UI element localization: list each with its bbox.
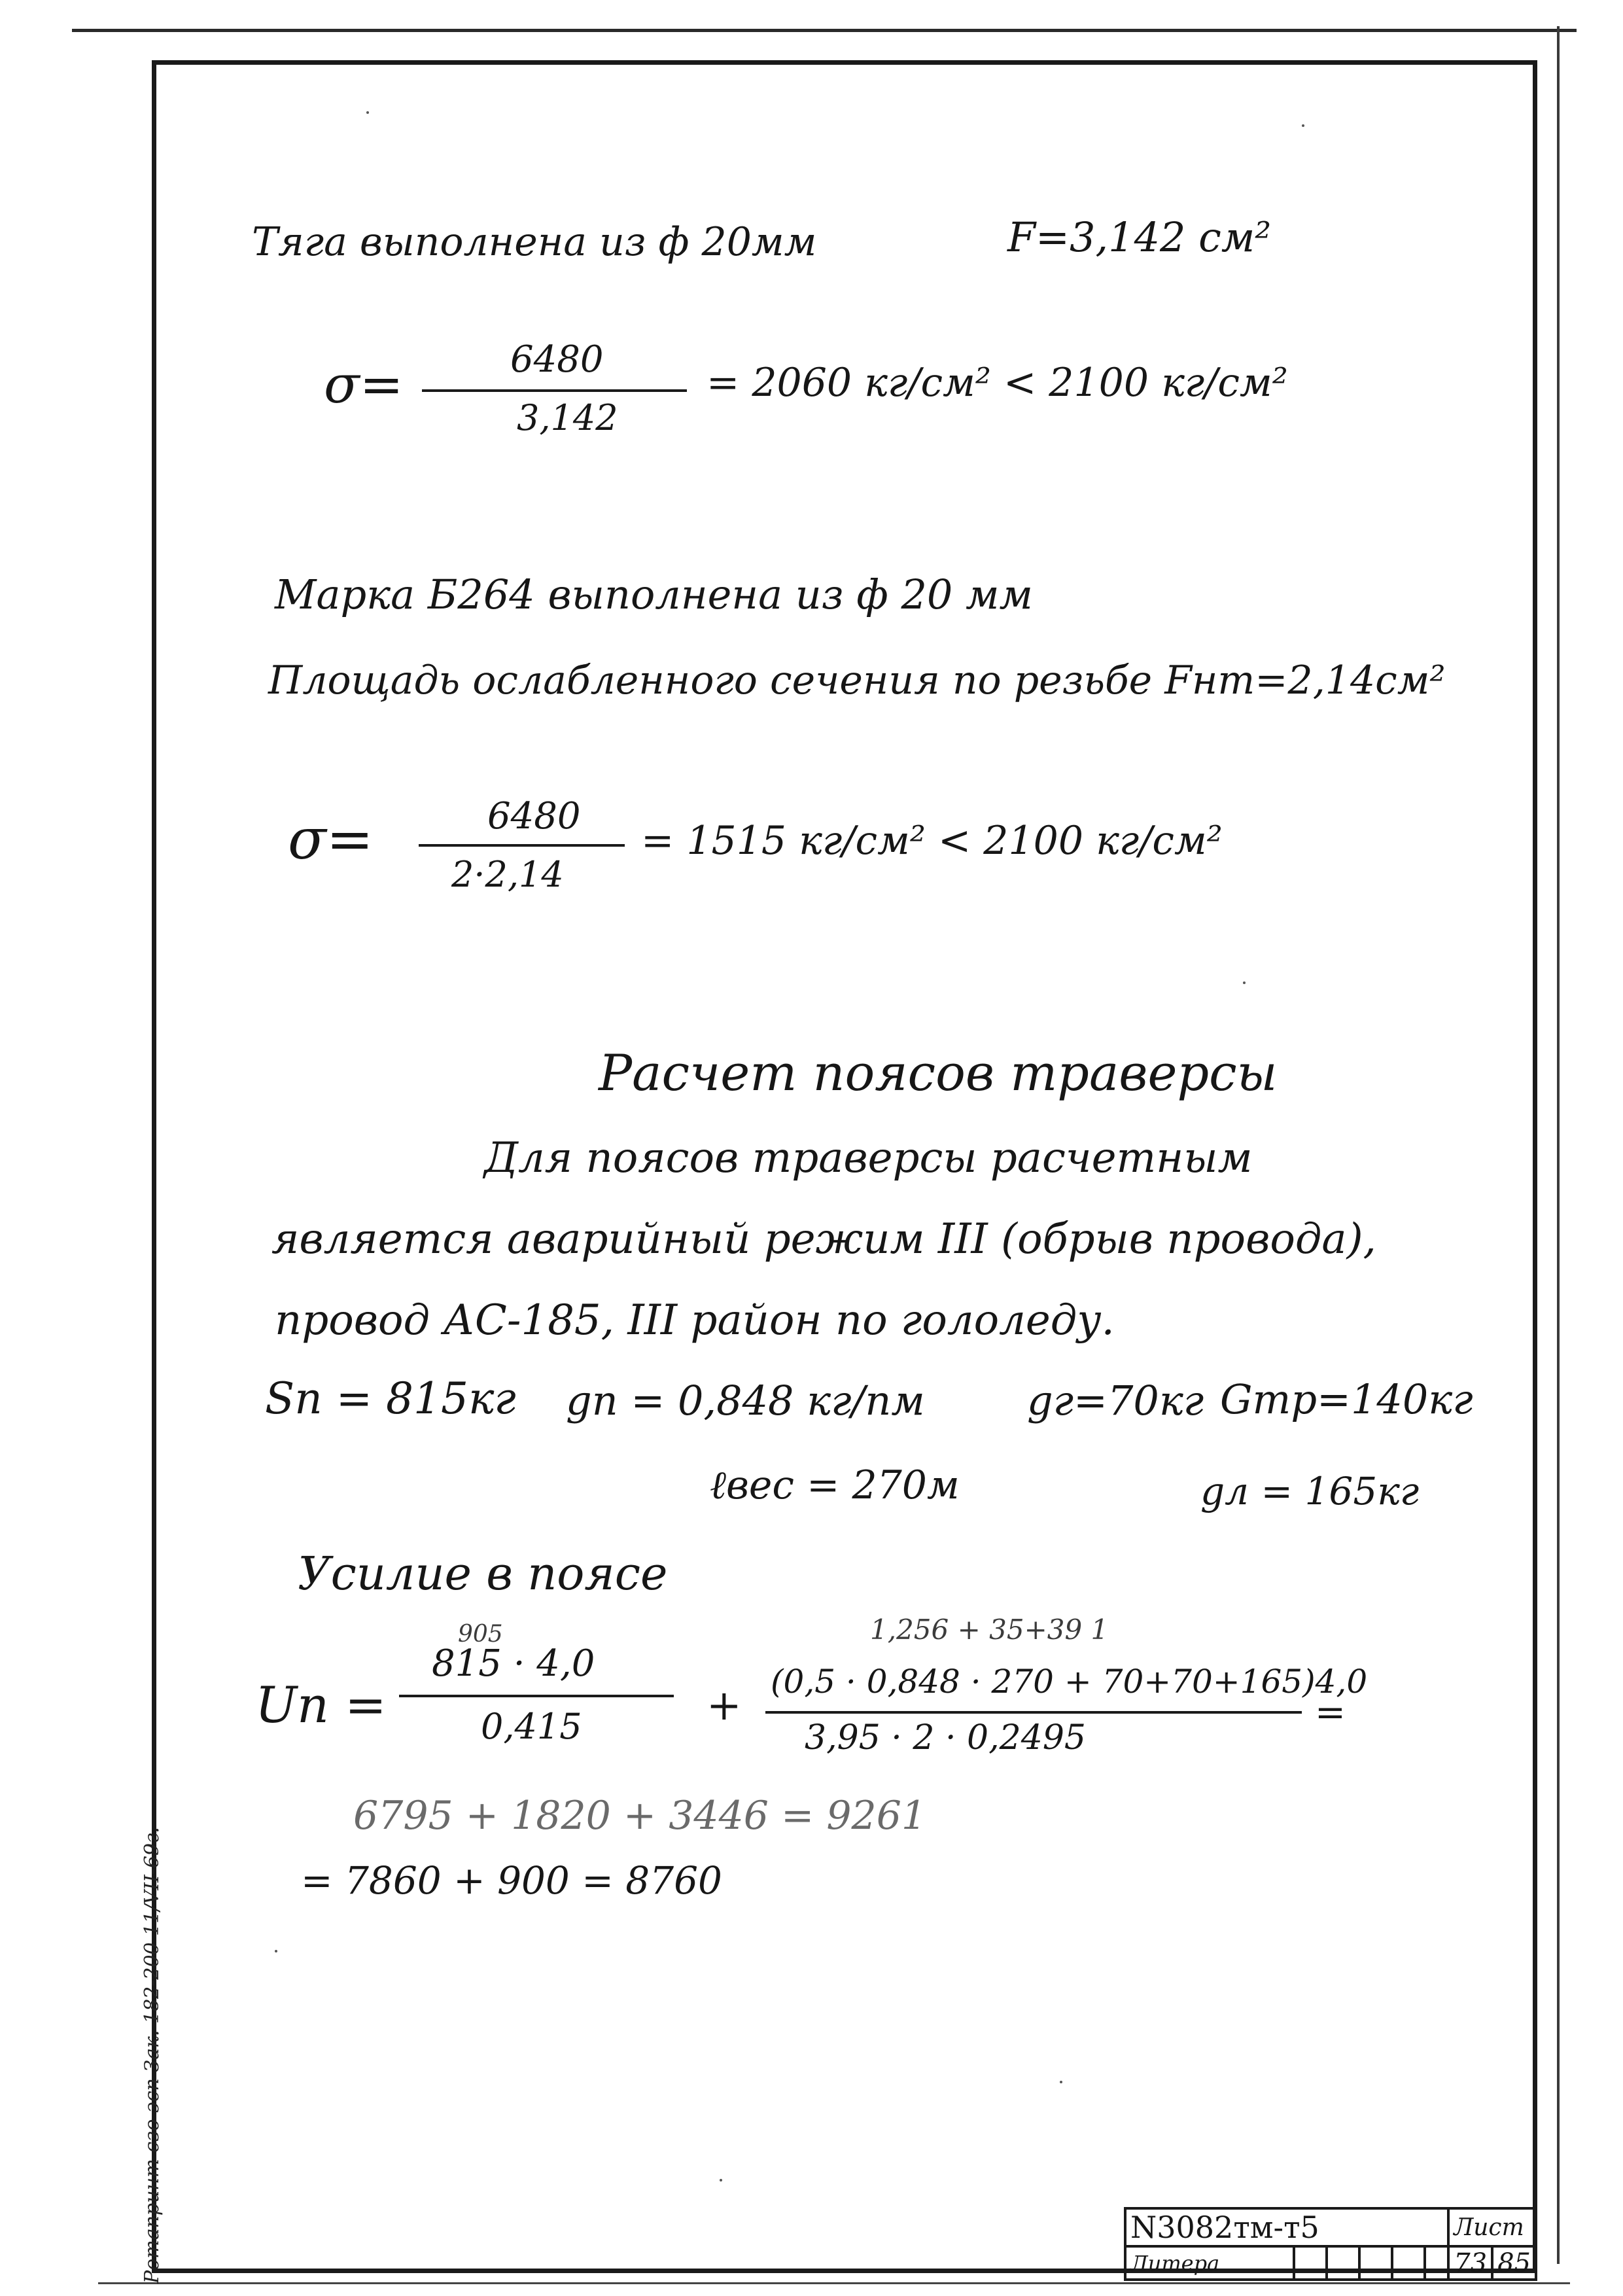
title-block-table	[1124, 2207, 1537, 2281]
sheet-label-cell	[1448, 2208, 1536, 2246]
total-sheets: 85	[1497, 2248, 1531, 2278]
section-heading: Расчет поясов траверсы	[599, 1044, 1278, 1102]
total-sheets-cell	[1492, 2246, 1536, 2280]
litera-cell	[1327, 2246, 1359, 2280]
weakened-section-text: Площадь ослабленного сечения по резьбе Fнт=2,14см²	[268, 658, 1446, 703]
scan-speck	[1060, 2081, 1062, 2083]
drawing-code-cell	[1125, 2208, 1448, 2246]
force-fraction-bar-2	[765, 1711, 1302, 1714]
section-paragraph-line-2: является аварийный режим III (обрыв провода),	[271, 1215, 1376, 1263]
force-denominator-2: 3,95 · 2 · 0,2495	[805, 1718, 1086, 1757]
param-gtr: Gтр=140кг	[1220, 1375, 1473, 1423]
force-lhs: Uп =	[255, 1676, 387, 1734]
stress1-denominator: 3,142	[517, 397, 618, 438]
bottom-rule	[98, 2282, 1570, 2284]
litera-label: Литера	[1130, 2250, 1220, 2276]
force-numerator-2: (0,5 · 0,848 · 270 + 70+70+165)4,0	[771, 1663, 1368, 1701]
force-note-1: 905	[458, 1621, 503, 1648]
force-equals: =	[1315, 1691, 1346, 1734]
section-paragraph-line-1: Для поясов траверсы расчетным	[484, 1134, 1253, 1182]
force-numerator-1: 815 · 4,0	[432, 1642, 595, 1685]
param-gl: gл = 165кг	[1200, 1469, 1420, 1513]
stress2-numerator: 6480	[487, 795, 581, 838]
force-result: = 7860 + 900 = 8760	[301, 1858, 722, 1903]
litera-cell	[1392, 2246, 1425, 2280]
force-label: Усилие в поясе	[298, 1547, 668, 1600]
top-rule	[72, 29, 1577, 32]
stress1-symbol: σ=	[324, 354, 404, 415]
drawing-code: N3082тм-т5	[1130, 2210, 1319, 2245]
outer-frame-edge	[1557, 26, 1560, 2264]
rod-area: F=3,142 см²	[1007, 213, 1272, 261]
force-plus: +	[707, 1682, 742, 1730]
scan-speck	[1243, 981, 1246, 984]
stress2-fraction-bar	[419, 844, 625, 847]
litera-cell	[1294, 2246, 1327, 2280]
section-paragraph-line-3: провод АС-185, III район по гололеду.	[275, 1296, 1115, 1345]
force-denominator-1: 0,415	[481, 1706, 582, 1747]
litera-label-cell	[1125, 2246, 1294, 2280]
stress2-result: = 1515 кг/см² < 2100 кг/см²	[641, 818, 1223, 864]
side-note: Ротапринт сзо эсп Зак. 182-200 11/VII-69г.	[141, 1827, 164, 2284]
param-lves: ℓвес = 270м	[710, 1462, 960, 1508]
sheet-label: Лист	[1454, 2214, 1524, 2241]
litera-cell	[1425, 2246, 1448, 2280]
title-block-stamp	[1124, 2207, 1537, 2278]
mark-text: Марка Б264 выполнена из ф 20 мм	[275, 571, 1033, 618]
litera-cell	[1359, 2246, 1392, 2280]
stress1-numerator: 6480	[510, 338, 604, 381]
param-gn: gп = 0,848 кг/пм	[566, 1377, 925, 1424]
sheet-number: 73	[1454, 2248, 1488, 2278]
force-note-2: 1,256 + 35+39 1	[870, 1614, 1109, 1646]
sheet-number-cell	[1448, 2246, 1492, 2280]
force-scribble: 6795 + 1820 + 3446 = 9261	[353, 1793, 927, 1839]
stress1-result: = 2060 кг/см² < 2100 кг/см²	[707, 360, 1288, 406]
scan-speck	[720, 2179, 722, 2181]
rod-text: Тяга выполнена из ф 20мм	[252, 219, 817, 265]
param-sn: Sп = 815кг	[265, 1373, 516, 1424]
scan-speck	[275, 1950, 277, 1952]
scan-speck	[1302, 124, 1304, 127]
force-fraction-bar-1	[399, 1695, 674, 1697]
param-gr: gг=70кг	[1027, 1377, 1204, 1424]
stress1-fraction-bar	[422, 389, 687, 392]
stress2-symbol: σ=	[288, 807, 374, 872]
scan-speck	[366, 111, 369, 114]
stress2-denominator: 2·2,14	[451, 854, 564, 895]
